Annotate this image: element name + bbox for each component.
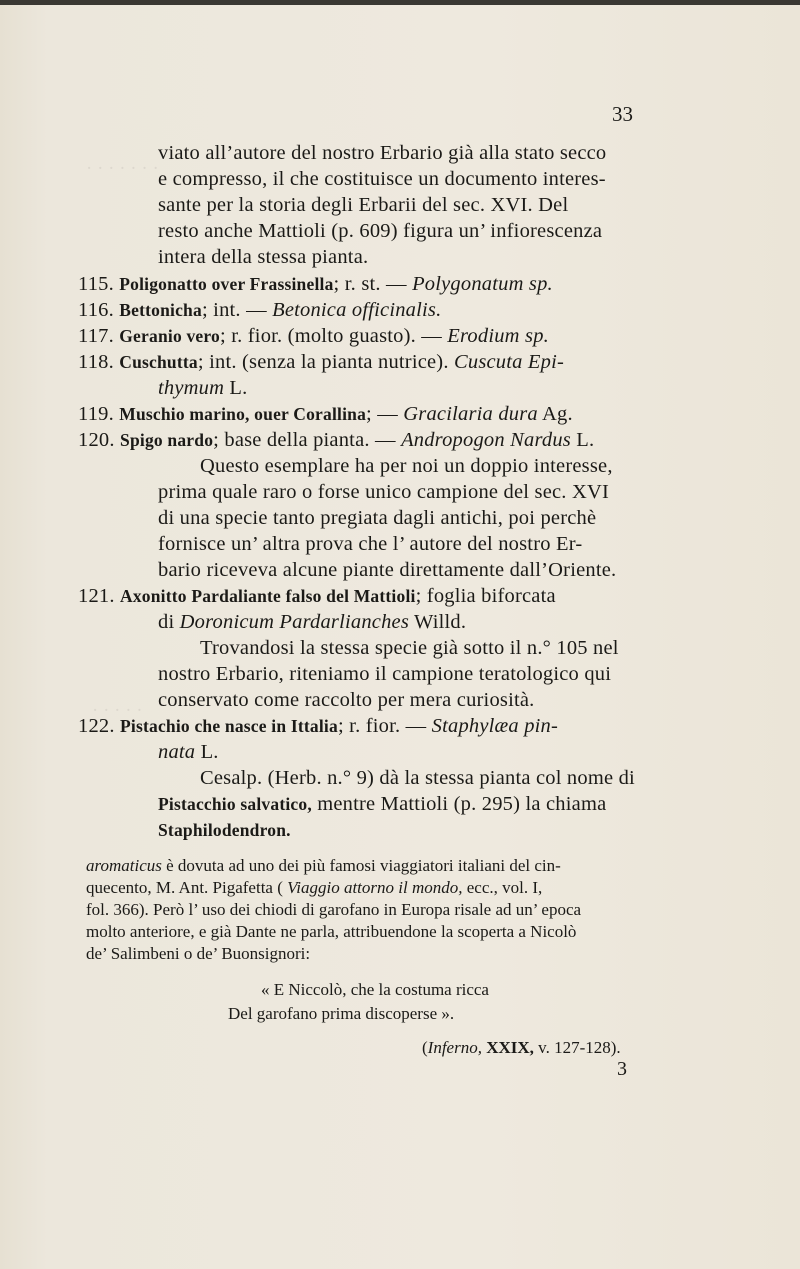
entry-desc: ; int. —: [201, 299, 273, 321]
entry-number: 116.: [78, 299, 114, 321]
entry-number: 117.: [78, 325, 114, 347]
entry-name: Spigo nardo: [120, 430, 214, 450]
authority: L.: [195, 741, 219, 763]
entry-121: [78, 583, 556, 609]
entry-name: Muschio marino, ouer Corallina: [119, 404, 367, 424]
footnote-line: [86, 877, 542, 899]
text-line: fornisce un’ altra prova che l’ autore del nostro Er-: [158, 533, 583, 555]
footnote-line: fol. 366). Però l’ uso dei chiodi di garofano in Europa risale ad un’ epoca: [86, 900, 582, 919]
entry-118-cont: [158, 375, 247, 401]
footnote-line: de’ Salimbeni o de’ Buonsignori:: [86, 944, 311, 963]
text-line: bario riceveva alcune piante direttamente dall’Oriente.: [158, 559, 617, 581]
text-line: e compresso, il che costituisce un documento interes-: [158, 168, 606, 190]
entry-name: Geranio vero: [119, 326, 220, 346]
entry-desc: ; r. fior. (molto guasto). —: [220, 325, 448, 347]
scientific-name: Staphylæa pin-: [431, 715, 559, 737]
entry-number: 119.: [78, 403, 114, 425]
page-number: 33: [612, 102, 633, 126]
entry-number: 115.: [78, 273, 114, 295]
scientific-name: Cuscuta Epi-: [454, 351, 565, 373]
entry-desc: ; r. st. —: [333, 273, 413, 295]
text-line: intera della stessa pianta.: [158, 246, 369, 268]
text-fragment: v. 127-128).: [533, 1038, 621, 1057]
entry-desc: ; r. fior. —: [337, 715, 432, 737]
text-line: [158, 817, 291, 843]
text-line: [158, 791, 606, 817]
entry-number: 122.: [78, 715, 115, 737]
text-line: viato all’autore del nostro Erbario già alla stato secco: [158, 142, 607, 164]
text-line: di una specie tanto pregiata dagli antichi, poi perchè: [158, 507, 597, 529]
entry-desc: ; base della pianta. —: [213, 429, 402, 451]
footnote-line: [86, 855, 561, 877]
signature-mark: 3: [617, 1058, 627, 1080]
entry-121-cont: [158, 609, 466, 635]
scientific-name: Gracilaria dura: [403, 403, 538, 425]
entry-117: [78, 323, 549, 349]
text-fragment: (: [422, 1038, 428, 1057]
text-fragment: ecc., vol. I,: [462, 878, 543, 897]
entry-120: [78, 427, 594, 453]
quote-line: « E Niccolò, che la costuma ricca: [261, 980, 489, 999]
authority: Willd.: [409, 611, 467, 633]
entry-name: Axonitto Pardaliante falso del Mattioli: [120, 586, 416, 606]
bleed-through-text: · · · · · · ·: [86, 158, 159, 179]
entry-desc: ; foglia biforcata: [415, 585, 556, 607]
entry-name: Bettonicha: [119, 300, 202, 320]
scientific-name: Andropogon Nardus: [401, 429, 571, 451]
entry-name: Pistachio che nasce in Ittalia: [120, 716, 338, 736]
entry-number: 121.: [78, 585, 115, 607]
entry-122-cont: [158, 739, 219, 765]
entry-desc: ; —: [366, 403, 404, 425]
text-line: Trovandosi la stessa specie già sotto il n.° 105 nel: [200, 637, 619, 659]
scientific-name: Erodium sp.: [447, 325, 549, 347]
text-fragment: mentre Mattioli (p. 295) la chiama: [311, 793, 607, 815]
text-fragment: di: [158, 611, 180, 633]
authority: L.: [570, 429, 595, 451]
text-line: Questo esemplare ha per noi un doppio interesse,: [200, 455, 613, 477]
quote-line: Del garofano prima discoperse ».: [228, 1004, 455, 1023]
citation: [422, 1037, 621, 1059]
bold-term: Staphilodendron.: [158, 820, 291, 840]
text-fragment: quecento, M. Ant. Pigafetta (: [86, 878, 288, 897]
bold-term: XXIX,: [481, 1038, 534, 1057]
text-line: sante per la storia degli Erbarii del sec. XVI. Del: [158, 194, 569, 216]
entry-119: [78, 401, 573, 427]
footnote-line: molto anteriore, e già Dante ne parla, attribuendone la scoperta a Nicolò: [86, 922, 577, 941]
entry-118: [78, 349, 564, 375]
scientific-name: thymum: [158, 377, 225, 399]
entry-name: Poligonatto over Frassinella: [119, 274, 334, 294]
top-edge: [0, 0, 800, 5]
entry-116: [78, 297, 441, 323]
bold-term: Pistacchio salvatico,: [158, 794, 312, 814]
entry-name: Cuschutta: [119, 352, 198, 372]
entry-number: 118.: [78, 351, 114, 373]
text-fragment: è dovuta ad uno dei più famosi viaggiatori italiani del cin-: [161, 856, 561, 875]
entry-122: [78, 713, 558, 739]
text-line: nostro Erbario, riteniamo il campione teratologico qui: [158, 663, 612, 685]
text-line: conservato come raccolto per mera curiosità.: [158, 689, 535, 711]
scientific-name: Doronicum Pardarlianches: [179, 611, 410, 633]
italic-term: aromaticus: [86, 856, 162, 875]
entry-number: 120.: [78, 429, 115, 451]
authority: Ag.: [537, 403, 573, 425]
authority: L.: [224, 377, 248, 399]
scientific-name: Polygonatum sp.: [412, 273, 553, 295]
entry-115: [78, 271, 553, 297]
scientific-name: nata: [158, 741, 196, 763]
italic-title: Inferno,: [427, 1038, 482, 1057]
italic-title: Viaggio attorno il mondo,: [287, 878, 463, 897]
text-line: resto anche Mattioli (p. 609) figura un’ infiorescenza: [158, 220, 603, 242]
scientific-name: Betonica officinalis.: [272, 299, 442, 321]
text-line: prima quale raro o forse unico campione del sec. XVI: [158, 481, 609, 503]
text-line: Cesalp. (Herb. n.° 9) dà la stessa pianta col nome di: [200, 767, 635, 789]
bleed-through-text: · · · · ·: [92, 700, 143, 721]
entry-desc: ; int. (senza la pianta nutrice).: [197, 351, 454, 373]
